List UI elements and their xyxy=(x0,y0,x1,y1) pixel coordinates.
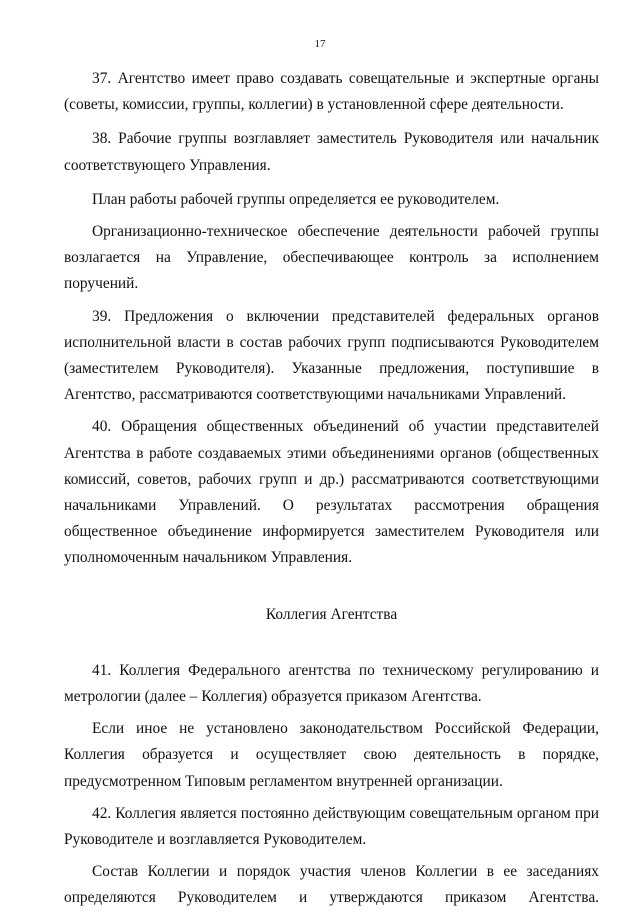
document-body xyxy=(64,66,599,912)
paragraph-40: 40. Обращения общественных объединений об участии представителей Агентства в работе создаваемых этими объединениями органов (общественных комиссий, советов, рабочих групп и др.) рассматриваются соответствующими начальниками Управлений. О результатах рассмотрения обращения общественное объединение информируется заместителем Руководителя или уполномоченным начальником Управления. xyxy=(64,418,599,567)
paragraph-39: 39. Предложения о включении представителей федеральных органов исполнительной власти в состав рабочих групп подписываются Руководителем (заместителем Руководителя). Указанные предложения, поступившие в Агентство, рассматриваются соответствующими начальниками Управлений. xyxy=(64,307,599,404)
page-number: 17 xyxy=(314,38,326,50)
paragraph-41: 41. Коллегия Федерального агентства по техническому регулированию и метрологии (далее – Коллегия) образуется приказом Агентства. xyxy=(64,661,599,706)
paragraph-42: 42. Коллегия является постоянно действующим совещательным органом при Руководителе и возглавляется Руководителем. xyxy=(64,804,599,849)
section-heading: Коллегия Агентства xyxy=(265,605,398,623)
paragraph-38: 38. Рабочие группы возглавляет заместитель Руководителя или начальник соответствующего Управления. xyxy=(64,130,599,174)
paragraph-38-support: Организационно-техническое обеспечение деятельности рабочей группы возлагается на Управление, обеспечивающее контроль за исполнением поручений. xyxy=(64,223,599,293)
paragraph-42-composition: Состав Коллегии и порядок участия членов Коллегии в ее заседаниях определяются Руководителем и утверждаются приказом Агентства. xyxy=(64,863,599,907)
paragraph-37: 37. Агентство имеет право создавать совещательные и экспертные органы (советы, комиссии, группы, коллегии) в установленной сфере деятельности. xyxy=(64,70,599,114)
paragraph-38-plan: План работы рабочей группы определяется ее руководителем. xyxy=(92,190,500,208)
paragraph-41-order: Если иное не установлено законодательством Российской Федерации, Коллегия образуется и осуществляет свою деятельность в порядке, предусмотренном Типовым регламентом внутренней организации. xyxy=(64,720,599,790)
